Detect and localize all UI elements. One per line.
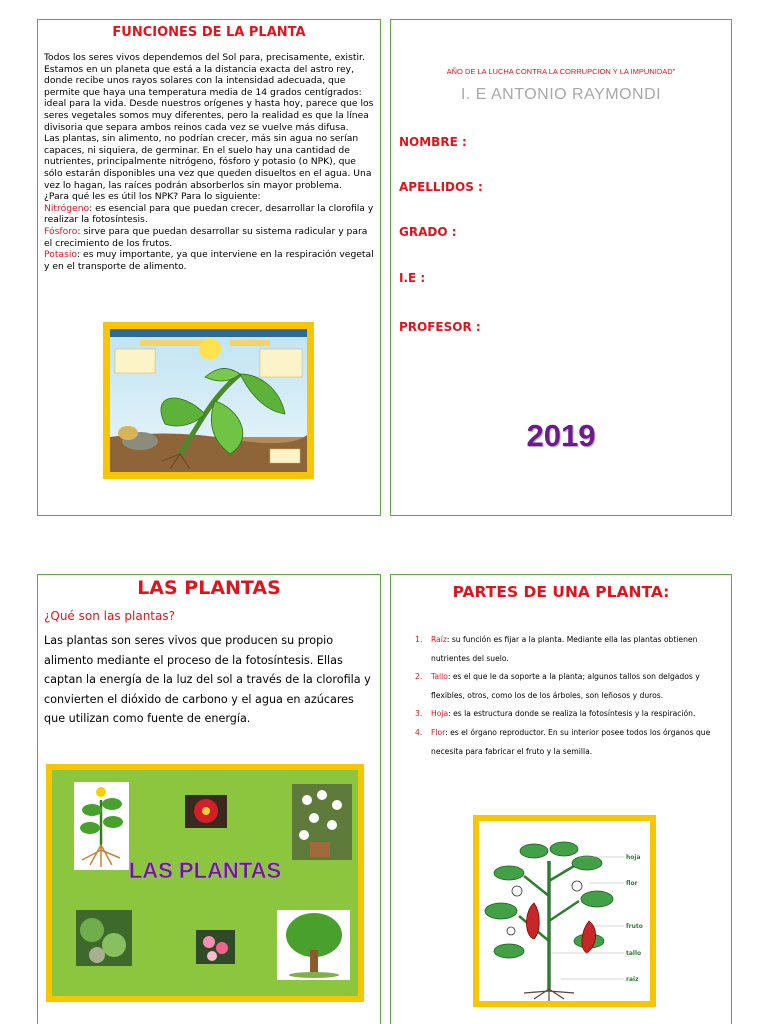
list-number: 1. [415, 635, 423, 644]
label-raiz: raiz [626, 976, 639, 983]
label-flor: flor [626, 880, 638, 887]
partes-title: PARTES DE UNA PLANTA: [452, 583, 670, 601]
funciones-paragraph-1: Todos los seres vivos dependemos del Sol para, precisamente, existir. Estamos en un planeta que está a la distancia exacta del astro rey, donde recibe unos rayos solares con la intensidad adecuada, que permite que haya una temperatura media de 14 grados centígrados: ideal para la vida. Desde nuestros orígenes y hasta hoy, parece que los seres vegetales somos muy diferentes, pero la realidad es que la línea divisoria que separa ambos reinos cada vez se vuelve más difusa. [44, 52, 374, 133]
part-text: : es el que le da soporte a la planta; algunos tallos son delgados y flexibles, otros, como los de los árboles, son leñosos y duros. [431, 672, 700, 700]
plant-functions-diagram [103, 322, 314, 479]
field-nombre: NOMBRE : [399, 135, 467, 149]
nutrient-name: Fósforo [44, 225, 78, 237]
year-motto: AÑO DE LA LUCHA CONTRA LA CORRUPCION Y LA IMPUNIDAD" [446, 67, 676, 76]
field-apellidos: APELLIDOS : [399, 180, 483, 194]
npk-question: ¿Para qué les es útil los NPK? Para lo siguiente: [44, 191, 261, 203]
label-fruto: fruto [626, 923, 643, 930]
nutrient-text: : sirve para que puedan desarrollar su sistema radicular y para el crecimiento de los frutos. [44, 225, 368, 249]
partes-panel [390, 574, 732, 1024]
funciones-paragraph-2: Las plantas, sin alimento, no podrían crecer, más sin agua no serían capaces, ni siquiera, de germinar. En el suelo hay una cantidad de nutrientes, principalmente nitrógeno, fósforo y potasio (o NPK), que sólo estarán disponibles una vez que queden disueltos en el agua. Una vez lo hagan, las raíces podrán absorberlos sin mayor problema. [44, 133, 372, 191]
field-profesor: PROFESOR : [399, 320, 481, 334]
plant-functions-illustration [110, 329, 307, 472]
part-name: Flor [431, 727, 446, 737]
nutrient-fosforo [44, 226, 374, 249]
field-ie: I.E : [399, 271, 426, 285]
part-hoja [415, 705, 720, 724]
funciones-title: FUNCIONES DE LA PLANTA [112, 25, 306, 40]
field-grado: GRADO : [399, 225, 457, 239]
nutrient-name: Potasio [44, 249, 78, 261]
funciones-panel [37, 19, 381, 516]
year: 2019 [526, 418, 596, 453]
part-text: : su función es fijar a la planta. Mediante ella las plantas obtienen nutrientes del suelo. [431, 635, 698, 663]
nutrient-potasio [44, 249, 374, 272]
school-name: I. E ANTONIO RAYMONDI [460, 86, 662, 103]
nutrient-text: : es muy importante, ya que interviene en la respiración vegetal y en el transporte de alimento. [44, 249, 374, 272]
plants-collage-illustration [52, 770, 358, 996]
las-plantas-panel [37, 574, 381, 1024]
nutrient-name: Nitrógeno [44, 202, 90, 214]
list-number: 3. [415, 709, 423, 719]
part-name: Raíz [431, 635, 447, 644]
collage-title: LAS PLANTAS [128, 858, 282, 883]
nutrient-text: : es esencial para que puedan crecer, desarrollar la clorofila y realizar la fotosíntesis. [44, 202, 374, 226]
list-number: 4. [415, 727, 423, 737]
que-son-question: ¿Qué son las plantas? [44, 609, 175, 623]
partes-list [415, 631, 720, 761]
pepper-plant-illustration [479, 821, 650, 1001]
part-tallo [415, 668, 720, 705]
plants-collage [46, 764, 364, 1002]
part-name: Tallo [431, 672, 448, 682]
las-plantas-paragraph: Las plantas son seres vivos que producen su propio alimento mediante el proceso de la fotosíntesis. Ellas captan la energía de la luz del sol a través de la clorofila y convierten el dióxido de carbono y el agua en azúcares que utilizan como fuente de energía. [44, 634, 371, 725]
part-text: : es la estructura donde se realiza la fotosíntesis y la respiración. [448, 709, 696, 719]
label-hoja: hoja [626, 854, 641, 861]
part-name: Hoja [431, 709, 449, 719]
las-plantas-title: LAS PLANTAS [137, 577, 281, 599]
part-flor [415, 724, 720, 761]
cover-panel [390, 19, 732, 516]
pepper-plant-diagram [473, 815, 656, 1007]
part-text: : es el órgano reproductor. En su interior posee todos los órganos que necesita para fabricar el fruto y la semilla. [431, 727, 711, 756]
nutrient-nitrogeno [44, 203, 374, 226]
list-number: 2. [415, 672, 423, 682]
label-tallo: tallo [626, 950, 642, 957]
funciones-body [44, 52, 374, 272]
part-raiz [415, 631, 720, 668]
